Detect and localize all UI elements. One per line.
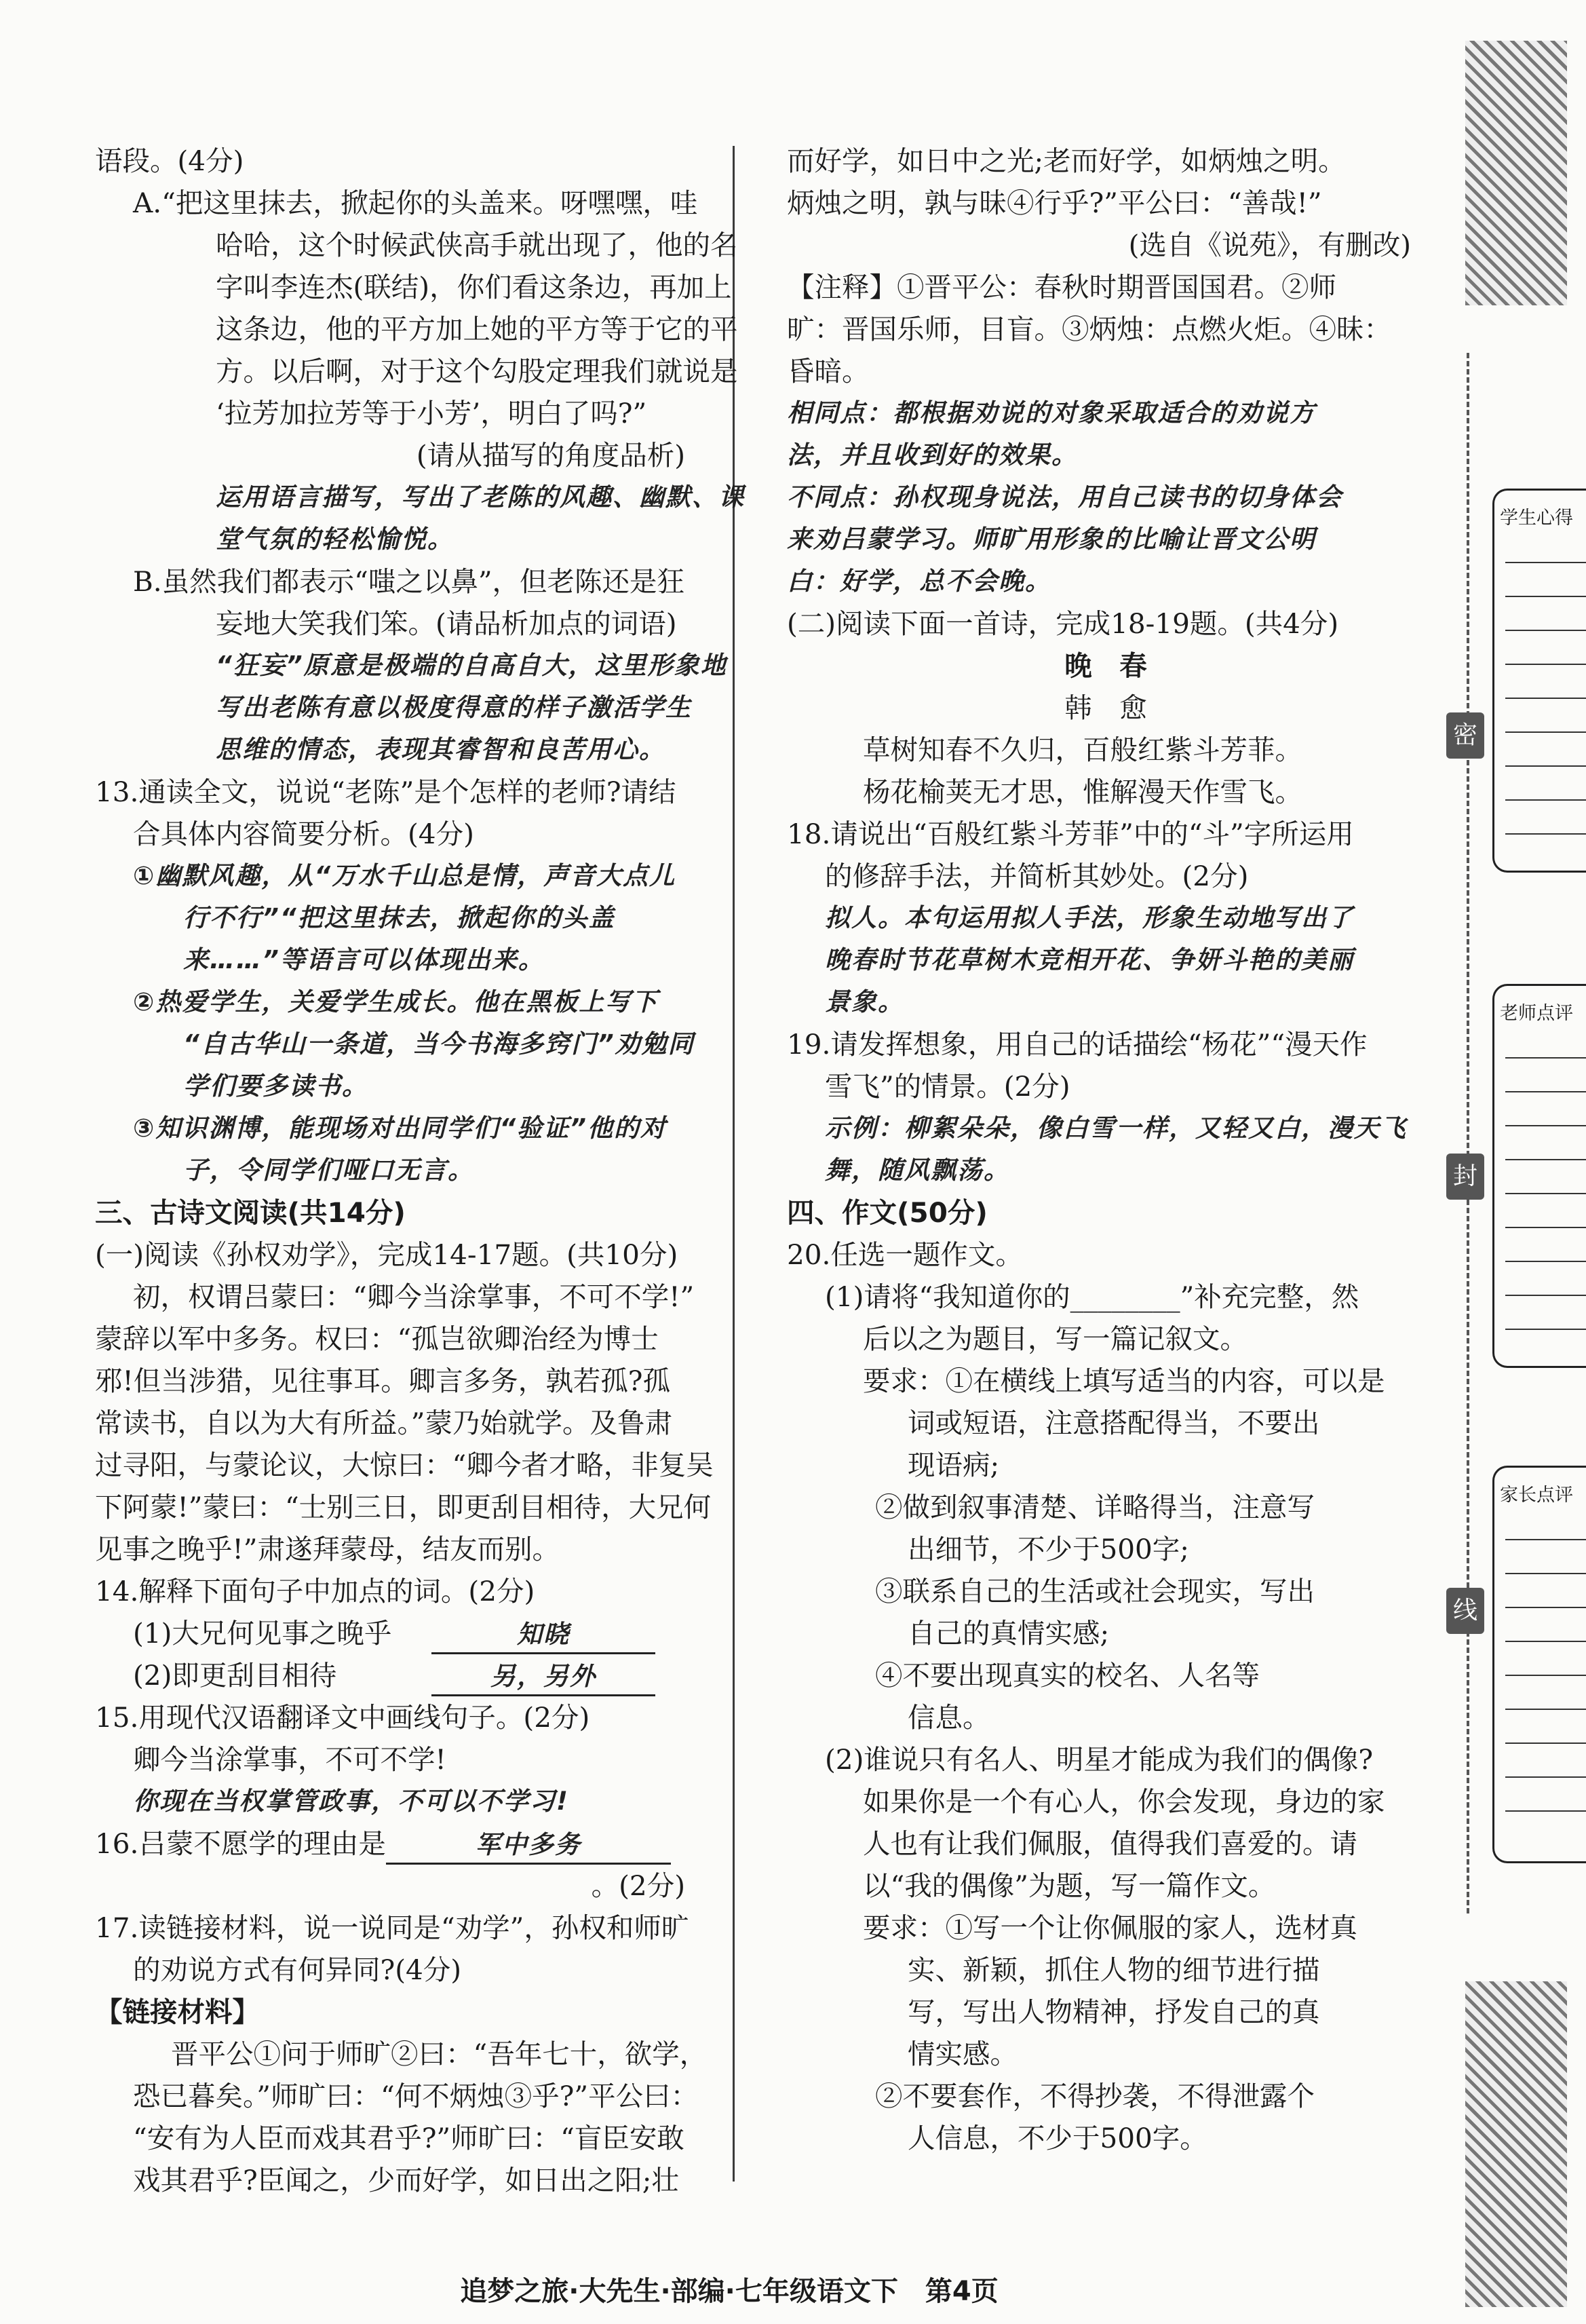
- q14-answer[interactable]: 另，另外: [431, 1659, 655, 1696]
- text-line: (一)阅读《孙权劝学》，完成14-17题。(共10分): [95, 1238, 678, 1271]
- text-line: “安有为人臣而戏其君乎?”师旷曰：“盲臣安敢: [133, 2122, 684, 2154]
- text-line: 合具体内容简要分析。(4分): [133, 818, 474, 850]
- text-line: 后以之为题目，写一篇记叙文。: [863, 1322, 1247, 1355]
- panel-title: 家长点评: [1500, 1485, 1573, 1506]
- answer-line: “狂妄”原意是极端的自高自大，这里形象地: [216, 651, 727, 680]
- answer-line: 拟人。本句运用拟人手法，形象生动地写出了: [825, 903, 1354, 932]
- text-line: 恐已暮矣。”师旷曰：“何不炳烛③乎?”平公曰：: [133, 2080, 699, 2112]
- text-line: 三、古诗文阅读(共14分): [95, 1196, 406, 1229]
- text-line: 信息。: [908, 1701, 990, 1734]
- text-line: A.“把这里抹去，掀起你的头盖来。呀嘿嘿，哇: [133, 187, 698, 219]
- answer-line: 晚春时节花草树木竞相开花、争妍斗艳的美丽: [825, 945, 1354, 974]
- text-line: 过寻阳，与蒙论议，大惊曰：“卿今者才略，非复吴: [95, 1449, 714, 1481]
- text-line: 戏其君乎?臣闻之，少而好学，如日出之阳;壮: [133, 2164, 679, 2196]
- text-line: 邪!但当涉猎，见往事耳。卿言多务，孰若孤?孤: [95, 1365, 670, 1397]
- text-line: 初，权谓吕蒙曰：“卿今当涂掌事，不可不学!”: [133, 1280, 695, 1313]
- text-line: 写，写出人物精神，抒发自己的真: [908, 1996, 1320, 2028]
- middle-column: [787, 140, 1425, 2159]
- answer-line: 法，并且收到好的效果。: [787, 440, 1078, 470]
- parent-comment-panel[interactable]: [1492, 1466, 1586, 1863]
- text-line: 见事之晚乎!”肃遂拜蒙母，结友而别。: [95, 1533, 560, 1565]
- text-line: 四、作文(50分): [787, 1196, 988, 1229]
- text-line: 旷：晋国乐师，目盲。③炳烛：点燃火炬。④昧：: [787, 313, 1391, 345]
- text-line: 自己的真情实感;: [908, 1617, 1110, 1650]
- text-line: 14.解释下面句子中加点的词。(2分): [95, 1575, 535, 1607]
- answer-line: 景象。: [825, 987, 904, 1016]
- answer-line: ②热爱学生，关爱学生成长。他在黑板上写下: [133, 987, 659, 1016]
- text-line: 现语病;: [908, 1449, 1000, 1481]
- teacher-comment-panel[interactable]: [1492, 984, 1586, 1368]
- text-line: 晚 春: [1064, 649, 1147, 682]
- text-line: 的劝说方式有何异同?(4分): [133, 1954, 462, 1986]
- text-line: 20.任选一题作文。: [787, 1238, 1023, 1271]
- answer-line: 行不行”“把这里抹去，掀起你的头盖: [183, 903, 615, 932]
- text-line: 词或短语，注意搭配得当，不要出: [908, 1407, 1320, 1439]
- answer-line: 堂气氛的轻松愉悦。: [216, 525, 454, 554]
- text-line: 下阿蒙!”蒙曰：“士别三日，即更刮目相待，大兄何: [95, 1491, 712, 1523]
- panel-title: 学生心得: [1500, 508, 1573, 529]
- text-line: ③联系自己的生活或社会现实，写出: [875, 1575, 1315, 1607]
- page-footer: 追梦之旅·大先生·部编·七年级语文下 第4页: [460, 2276, 999, 2307]
- q14-item-text: (2)即更刮目相待: [133, 1659, 337, 1692]
- text-line: 语段。(4分): [95, 145, 244, 177]
- answer-line: 白：好学，总不会晚。: [787, 567, 1051, 596]
- text-line: 昏暗。: [787, 355, 870, 387]
- text-line: 常读书，自以为大有所益。”蒙乃始就学。及鲁肃: [95, 1407, 672, 1439]
- text-line: 要求：①在横线上填写适当的内容，可以是: [863, 1365, 1385, 1397]
- answer-line: 示例：柳絮朵朵，像白雪一样，又轻又白，漫天飞: [825, 1113, 1407, 1143]
- answer-line: 子，令同学们哑口无言。: [183, 1156, 474, 1185]
- seal-mi: 密: [1446, 712, 1484, 759]
- text-line: 而好学，如日中之光;老而好学，如炳烛之明。: [787, 145, 1346, 177]
- answer-line: 写出老陈有意以极度得意的样子激活学生: [216, 693, 692, 722]
- q14-item: [95, 1612, 699, 1654]
- text-line: 草树知春不久归，百般红紫斗芳菲。: [863, 734, 1302, 766]
- text-line: 19.请发挥想象，用自己的话描绘“杨花”“漫天作: [787, 1028, 1368, 1061]
- q14-item: [95, 1654, 699, 1696]
- q16-prompt: 16.吕蒙不愿学的理由是: [95, 1827, 386, 1860]
- text-line: 18.请说出“百般红紫斗芳菲”中的“斗”字所运用: [787, 818, 1354, 850]
- text-line: (二)阅读下面一首诗，完成18-19题。(共4分): [787, 607, 1339, 640]
- answer-line: 来劝吕蒙学习。师旷用形象的比喻让晋文公明: [787, 525, 1316, 554]
- text-line: 雪飞”的情景。(2分): [825, 1070, 1070, 1103]
- text-line: 人信息，不少于500字。: [908, 2122, 1207, 2154]
- text-line: ②不要套作，不得抄袭，不得泄露个: [875, 2080, 1315, 2112]
- text-line: 韩 愈: [1064, 691, 1147, 724]
- answer-line: ①幽默风趣，从“万水千山总是情，声音大点儿: [133, 861, 676, 890]
- text-line: 蒙辞以军中多务。权曰：“孤岂欲卿治经为博士: [95, 1322, 659, 1355]
- text-line: B.虽然我们都表示“嗤之以鼻”，但老陈还是狂: [133, 565, 685, 598]
- left-column: [95, 140, 745, 2201]
- answer-line: 运用语言描写，写出了老陈的风趣、幽默、课: [216, 482, 745, 512]
- text-line: 实、新颖，抓住人物的细节进行描: [908, 1954, 1320, 1986]
- answer-line: 思维的情态，表现其睿智和良苦用心。: [216, 735, 665, 764]
- answer-line: ③知识渊博，能现场对出同学们“验证”他的对: [133, 1113, 667, 1143]
- cut-line: [1467, 353, 1469, 1913]
- text-line: 人也有让我们佩服，值得我们喜爱的。请: [863, 1827, 1357, 1860]
- seal-feng: 封: [1446, 1154, 1484, 1200]
- text-line: ‘拉芳加拉芳等于小芳’，明白了吗?”: [216, 397, 647, 430]
- text-line: 的修辞手法，并简析其妙处。(2分): [825, 860, 1249, 892]
- column-divider: [733, 146, 735, 2182]
- seal-xian: 线: [1446, 1588, 1484, 1634]
- text-line: (2)谁说只有名人、明星才能成为我们的偶像?: [825, 1743, 1374, 1776]
- answer-line: 你现在当权掌管政事，不可以不学习!: [133, 1787, 569, 1816]
- text-line: (请从描写的角度品析): [416, 439, 685, 472]
- answer-line: “自古华山一条道，当今书海多窍门”劝勉同: [183, 1029, 695, 1059]
- pattern-strip-top: [1465, 41, 1567, 305]
- text-line: 以“我的偶像”为题，写一篇作文。: [863, 1869, 1276, 1902]
- text-line: 妄地大笑我们笨。(请品析加点的词语): [216, 607, 677, 640]
- q14-item-text: (1)大兄何见事之晚乎: [133, 1617, 392, 1650]
- answer-line: 相同点：都根据劝说的对象采取适合的劝说方: [787, 398, 1316, 427]
- text-line: 晋平公①问于师旷②曰：“吾年七十，欲学，: [171, 2038, 708, 2070]
- text-line: 这条边，他的平方加上她的平方等于它的平: [216, 313, 738, 345]
- text-line: 【链接材料】: [95, 1996, 260, 2028]
- text-line: 17.读链接材料，说一说同是“劝学”，孙权和师旷: [95, 1911, 689, 1944]
- q14-answer[interactable]: 知晓: [431, 1617, 655, 1654]
- answer-line: 来……”等语言可以体现出来。: [183, 945, 545, 974]
- student-notes-panel[interactable]: [1492, 489, 1586, 873]
- text-line: 15.用现代汉语翻译文中画线句子。(2分): [95, 1701, 590, 1734]
- text-line: 杨花榆荚无才思，惟解漫天作雪飞。: [863, 776, 1302, 808]
- text-line: 13.通读全文，说说“老陈”是个怎样的老师?请结: [95, 776, 676, 808]
- text-line: (1)请将“我知道你的________”补充完整，然: [825, 1280, 1359, 1313]
- answer-line: 舞，随风飘荡。: [825, 1156, 1010, 1185]
- text-line: 炳烛之明，孰与昧④行乎?”平公曰：“善哉!”: [787, 187, 1322, 219]
- text-line: 要求：①写一个让你佩服的家人，选材真: [863, 1911, 1357, 1944]
- text-line: 哈哈，这个时候武侠高手就出现了，他的名: [216, 229, 738, 261]
- text-line: 卿今当涂掌事，不可不学!: [133, 1743, 446, 1776]
- text-line: 字叫李连杰(联结)，你们看这条边，再加上: [216, 271, 732, 303]
- text-line: 方。以后啊，对于这个勾股定理我们就说是: [216, 355, 738, 387]
- text-line: 【注释】①晋平公：春秋时期晋国国君。②师: [787, 271, 1336, 303]
- text-line: 如果你是一个有心人，你会发现，身边的家: [863, 1785, 1385, 1818]
- q16-score: 。(2分): [591, 1869, 685, 1902]
- answer-line: 不同点：孙权现身说法，用自己读书的切身体会: [787, 482, 1342, 512]
- text-line: 情实感。: [908, 2038, 1018, 2070]
- q16-line: [95, 1823, 699, 1865]
- answer-line: 学们要多读书。: [183, 1071, 368, 1101]
- q16-answer[interactable]: 军中多务: [386, 1827, 671, 1865]
- text-line: ④不要出现真实的校名、人名等: [875, 1659, 1260, 1692]
- panel-title: 老师点评: [1500, 1003, 1573, 1024]
- text-line: (选自《说苑》，有删改): [1128, 229, 1411, 261]
- pattern-strip-bottom: [1465, 1981, 1567, 2307]
- text-line: 出细节，不少于500字;: [908, 1533, 1189, 1565]
- text-line: ②做到叙事清楚、详略得当，注意写: [875, 1491, 1315, 1523]
